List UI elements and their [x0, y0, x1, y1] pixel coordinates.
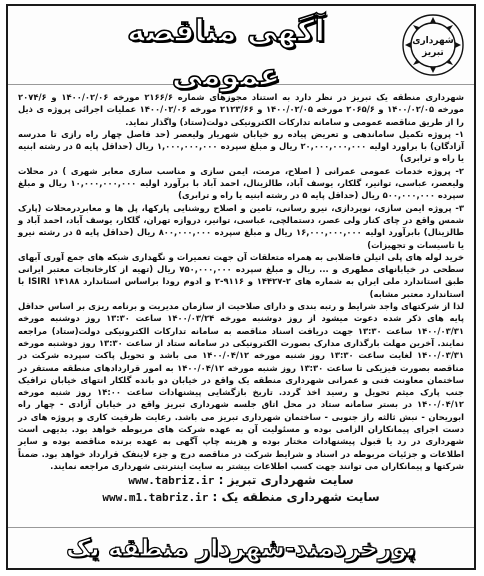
- website-label: سایت شهرداری تبریز :: [218, 473, 354, 488]
- project-item-1: ۱- پروژه تکمیل ساماندهی و تعریض پیاده رو خیابان شهریار ولیعصر (حد فاصل چهار راه رازی تا مدرسه آزادگان) با براورد اولیه ۲۰,۰۰۰,۰۰۰,۰۰۰ ریال و مبلغ سپرده ۱,۰۰۰,۰۰۰,۰۰۰ ریال (حداقل پایه ۵ در رشته ابنیه یا راه و ترابری): [18, 128, 465, 164]
- municipality-logo-icon: [400, 12, 466, 78]
- website-line-tabriz: [18, 472, 464, 489]
- notice-title: آگهی مناقصه عمومی: [127, 14, 325, 93]
- project-item-3: ۳- پروژه ایمن سازی، نوپردازی، نیرو رسانی، تامین و اصلاح روشنایی پارکها، پل ها و معابردرمحلات (پارک شمس واقع در چای کنار ولی عصر، دستمالچی، عباسی، توانیر، دروازه تهران، گلکار، یوسف آباد، احمد آباد و طالزینال) بابرآورد اولیه ۱۶,۰۰۰,۰۰۰,۰۰۰ ریال و مبلغ سپرده ۸۰۰,۰۰۰,۰۰۰ ریال (حداقل پایه ۵ در رشته نیرو یا تاسیسات و تجهیزات): [18, 202, 465, 250]
- logo-text-line1: شهرداری: [412, 36, 454, 46]
- website-line-region1: [18, 489, 464, 506]
- notice-signature: پورخردمند-شهردار منطقه یک: [8, 527, 474, 568]
- conditions-paragraph: لذا از شرکتهای واجد شرایط و رتبه بندی و دارای صلاحیت از سازمان مدیریت و برنامه ریزی بر اساس حداقل پایه های ذکر شده دعوت میشود از روز دوشنبه مورخه ۱۴۰۰/۰۳/۲۴ ساعت ۱۳:۳۰ روز دوشنبه مورخه ۱۴۰۰/۰۳/۳۱ ساعت ۱۳:۳۰ جهت دریافت اسناد مناقصه به سامانه تدارکات الکترونیکی دولت(ستاد) مراجعه نمایند. آخرین مهلت بارگذاری مدارک بصورت الکترونیکی در سامانه ستاد از ساعت ۱۳:۳۰ روز دوشنبه مورخه ۱۴۰۰/۰۳/۳۱ لغایت ساعت ۱۳:۳۰ روز شنبه مورخه ۱۴۰۰/۰۴/۱۲ می باشد و تحویل پاکت سپرده شرکت در مناقصه بصورت فیزیکی تا ساعت ۱۳:۳۰ روز شنبه مورخه ۱۴۰۰/۰۴/۱۲ به امور قراردادهای منطقه مستقر در ساختمان معاونت فنی و عمرانی شهرداری منطقه یک واقع در خیابان دو بانده گلکار انتهای خیابان ترافیک جنب پارک میثم تحویل و رسید اخذ گردد. تاریخ بازگشایی پیشنهادات ساعت ۱۴:۰۰ روز شنبه مورخه ۱۴۰۰/۰۴/۱۲ در بستر سامانه ستاد در محل اتاق جلسه شهرداری تبریز واقع در خیابان آزادی - چهار راه ابوریحان - نبش ثالثه راز جنوبی - ساختمان شهرداری تبریز می باشد. رعایت ظرفیت کاری و پروژه های در دست اجرای پیمانکاران الزامی بوده و مسئولیت آن به عهده شرکت های مربوطه خواهد بود. بدیهی است شهرداری در رد یا قبول پیشنهادات مختار بوده و هزینه چاپ آگهی به عهده برنده مناقصه بوده و سایر اطلاعات و جزئیات مربوطه در اسناد و شرایط شرکت در مناقصه درج و جزء لاینفک قرارداد خواهد بود. ضمناً شرکتها و پیمانکاران می توانند جهت کسب اطلاعات بیشتر به سایت اینترنتی شهرداری مراجعه نمایند.: [18, 301, 465, 471]
- notice-body: [8, 85, 474, 506]
- logo-text-line2: تبریز: [422, 48, 444, 58]
- website-link[interactable]: www.tabriz.ir: [128, 474, 215, 488]
- website-link[interactable]: www.m1.tabriz.ir: [102, 491, 209, 505]
- project-item-2: ۲- پروژه خدمات عمومی عمرانی ( اصلاح، مرمت، ایمن سازی و مناسب سازی معابر شهری ) در محلات ولیعصر، عباسی، توانیر، گلکار، یوسف آباد، طالزینال، احمد آباد با برآورد اولیه ۱۰,۰۰۰,۰۰۰,۰۰۰ ریال و مبلغ سپرده ۵۰۰,۰۰۰,۰۰۰ ریال (حداقل پایه ۵ در رشته ابنیه یا راه و ترابری): [18, 165, 465, 201]
- project-item-4: خرید لوله های پلی اتیلن فاضلابی به همراه متعلقات آن جهت تعمیرات و نگهداری شبکه های جمع آوری آبهای سطحی در خیابانهای مطهری و ... ریال و مبلغ سپرده ۷۵۰,۰۰۰,۰۰۰ ریال (تهیه از کارخانجات معتبر ایرانی طبق استاندارد ملی ایران به شماره های ۲-۱۴۴۲۷ و ۹۱۱۶-۲ و ادوم رودا براساس استاندارد ISIRI ۱۴۱۸۸ با استاندارد معتبر مشابه): [18, 251, 465, 299]
- tender-notice: [6, 4, 476, 570]
- notice-header: [8, 6, 474, 93]
- website-label: سایت شهرداری منطقه یک :: [212, 490, 380, 505]
- intro-paragraph: شهرداری منطقه یک تبریز در نظر دارد به استناد مجوزهای شماره ۲۱۶۶/۶ مورخه ۱۴۰۰/۰۲/۰۶ و ۲۰۷۴/۶ مورخه ۱۴۰۰/۰۲/۰۵ و ۲۰۶۵/۶ مورخه ۱۴۰۰/۰۲/۰۵ و ۲۱۲۳/۶۶ مورخه ۱۴۰۰/۰۲/۰۶ عملیات اجرائی پروژه ی ذیل را از طریق مناقصه عمومی و سامانه تدارکات الکترونیکی دولت(ستاد) واگذار نماید.: [18, 92, 464, 127]
